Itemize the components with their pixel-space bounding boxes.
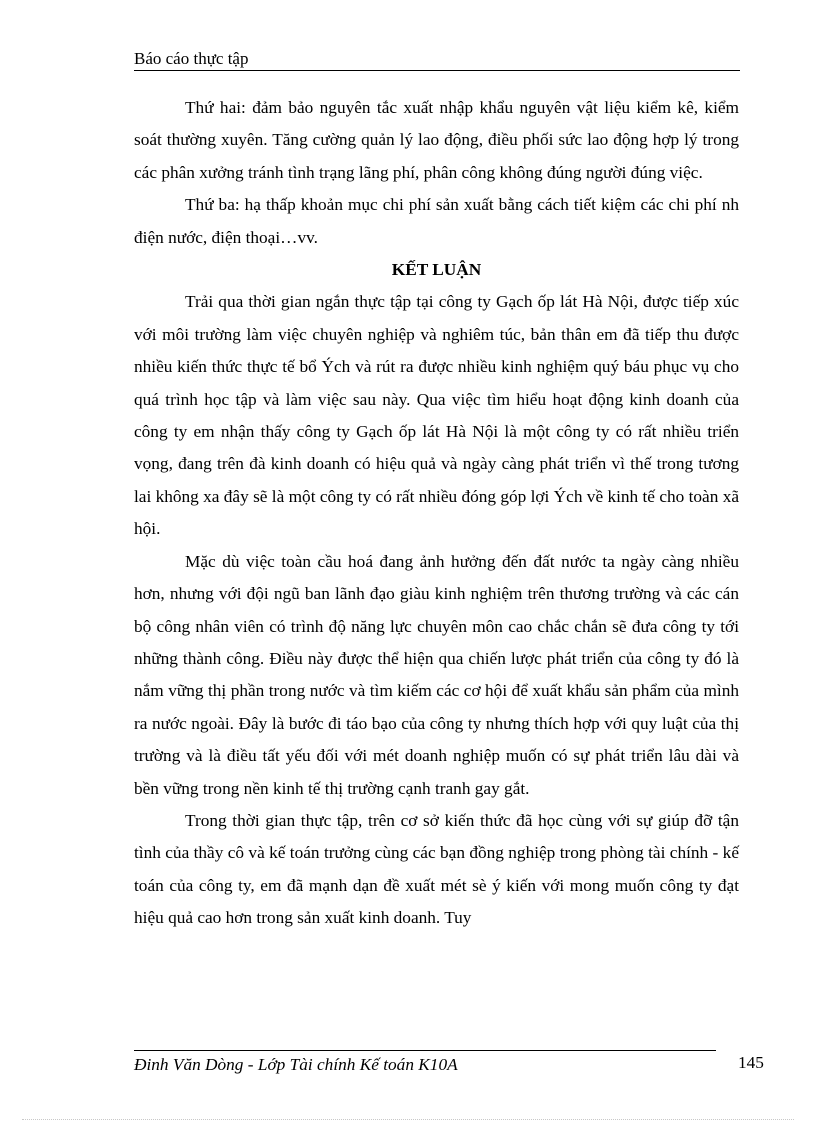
paragraph-thu-ba: Thứ ba: hạ thấp khoản mục chi phí sản xuất bằng cách tiết kiệm các chi phí nh điện nước, điện thoại…vv. [134,195,739,247]
section-heading-ket-luan: KẾT LUẬN [391,260,482,280]
footer-author: Đinh Văn Dòng - Lớp Tài chính Kế toán K10A [134,1055,458,1074]
page-number: 145 [738,1053,764,1072]
paragraph-conclusion-2: Mặc dù việc toàn cầu hoá đang ảnh hưởng đến đất nước ta ngày càng nhiều hơn, nhưng với đội ngũ ban lãnh đạo giàu kinh nghiệm trên thương trường và các cán bộ công nhân viên có trình độ năng lực chuyên môn cao chắc chắn sẽ đưa công ty tới những thành công. Điều này được thể hiện qua chiến lược phát triển của công ty đó là nắm vững thị phần trong nước và tìm kiếm các cơ hội để xuất khẩu sản phẩm của mình ra nước ngoài. Đây là bước đi táo bạo của công ty nhưng thích hợp với quy luật của thị trường và là điều tất yếu đối với mét doanh nghiệp muốn có sự phát triển lâu dài và bền vững trong nền kinh tế thị trường cạnh tranh gay gắt. [134,551,739,798]
page-bottom-edge [22,1119,794,1120]
page-header: Báo cáo thực tập [134,48,740,71]
paragraph-thu-hai: Thứ hai: đảm bảo nguyên tắc xuất nhập khẩu nguyên vật liệu kiểm kê, kiểm soát thường xuyên. Tăng cường quản lý lao động, điều phối sức lao động hợp lý trong các phân xưởng tránh tình trạng lãng phí, phân công không đúng người đúng việc. [134,98,739,182]
footer-divider [134,1050,716,1051]
paragraph-conclusion-1: Trải qua thời gian ngắn thực tập tại công ty Gạch ốp lát Hà Nội, được tiếp xúc với môi trường làm việc chuyên nghiệp và nghiêm túc, bản thân em đã tiếp thu được nhiều kiến thức thực tế bổ Ých và rút ra được nhiều kinh nghiệm quý báu phục vụ cho quá trình học tập và làm việc sau này. Qua việc tìm hiểu hoạt động kinh doanh của công ty em nhận thấy công ty Gạch ốp lát Hà Nội là một công ty có rất nhiều triển vọng, đang trên đà kinh doanh có hiệu quả và ngày càng phát triển vì thế trong tương lai không xa đây sẽ là một công ty có rất nhiều đóng góp lợi Ých về kinh tế cho toàn xã hội. [134,292,739,539]
document-body [134,92,739,935]
paragraph-conclusion-3: Trong thời gian thực tập, trên cơ sở kiến thức đã học cùng với sự giúp đỡ tận tình của thầy cô và kế toán trưởng cùng các bạn đồng nghiệp trong phòng tài chính - kế toán của công ty, em đã mạnh dạn đề xuất mét sè ý kiến với mong muốn công ty đạt hiệu quả cao hơn trong sản xuất kinh doanh. Tuy [134,810,739,928]
